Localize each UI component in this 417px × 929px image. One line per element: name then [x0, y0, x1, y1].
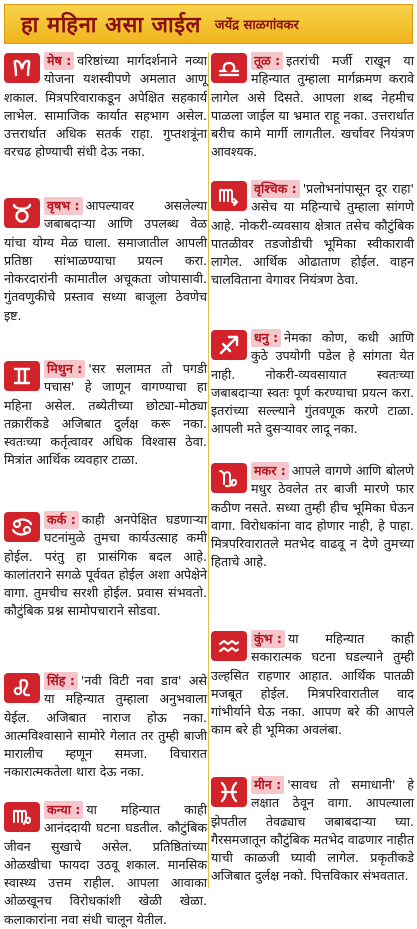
sign-name-makar: मकर : — [251, 462, 289, 480]
sign-text-mithun: 'सर सलामत तो पगडी पचास' हे जाणून वागण्याचा हा महिना असेल. तब्येतीच्या छोट्या-मोठ्या तक्रारींकडे अजिबात दुर्लक्ष करू नका. स्वतःच्या कर्तृत्वावर अधिक विश्वास ठेवा. मित्रांत आर्थिक व्यवहार टाळा. — [4, 361, 207, 468]
sign-name-kark: कर्क : — [44, 511, 79, 529]
sign-name-sinha: सिंह : — [44, 672, 78, 690]
aquarius-icon — [211, 631, 247, 661]
entry-tul — [211, 52, 414, 176]
column-divider — [208, 52, 209, 888]
entry-kark — [4, 511, 207, 667]
page-title: हा महिना असा जाईल — [21, 13, 201, 38]
sign-text-sinha: 'नवी विटी नवा डाव' असे या महिन्यात तुम्हाला अनुभवाला येईल. अजिबात नाराज होऊ नका. आत्मविश्वासाने सामोरे गेलात तर तुम्ही बाजी मारालीच म्हणून समजा. विचारात नकारात्मकतेला थारा देऊ नका. — [4, 673, 207, 780]
sign-name-mesh: मेष : — [44, 52, 74, 70]
sign-text-kanya: या महिन्यात काही आनंददायी घटना घडतील. कौटुंबिक जीवन सुखाचे असेल. प्रतिष्ठितांच्या ओळखीचा फायदा उठवू शकाल. मानसिक स्वास्थ्य उत्तम राहील. आपला आवाका ओळखूनच विरोधकांशी खेळी खेळा. कलाकारांना नवा संधी चालून येतील. — [4, 802, 207, 927]
entry-dhanu — [211, 329, 414, 457]
sign-name-mithun: मिथुन : — [44, 360, 85, 378]
sign-name-kanya: कन्या : — [44, 801, 83, 819]
scorpio-icon — [211, 181, 247, 211]
sign-name-kumbh: कुंभ : — [251, 630, 285, 648]
entry-mithun — [4, 360, 207, 506]
sign-name-tul: तूळ : — [251, 52, 283, 70]
sign-text-mesh: वरिष्ठांच्या मार्गदर्शनाने नव्या योजना यशस्वीपणे अमलात आणू शकाल. मित्रपरिवाराकडून अपेक्षित सहकार्य लाभेल. सामाजिक कार्यात सहभाग असेल. उत्तरार्धात अधिक सतर्क राहा. गुप्तशत्रूंना वरचढ होण्याची संधी देऊ नका. — [4, 53, 207, 160]
sign-text-vrushabh: आपल्यावर असलेल्या जबाबदाऱ्या आणि उपलब्ध वेळ यांचा योग्य मेळ घाला. समाजातील आपली प्रतिष्ठा सांभाळण्याचा प्रयत्न करा. नोकरदारांनी कामातील अचूकता जोपासावी. गुंतवणुकीचे प्रस्ताव सध्या बाजूला ठेवणेच इष्ट. — [4, 198, 207, 323]
sign-name-meen: मीन : — [251, 776, 284, 794]
entry-vrushabh — [4, 197, 207, 355]
author-name: जयेंद्र साळगांवकर — [214, 18, 299, 33]
cancer-icon — [4, 512, 40, 542]
entry-mesh — [4, 52, 207, 192]
taurus-icon — [4, 198, 40, 228]
aries-icon — [4, 53, 40, 83]
columns — [4, 52, 414, 927]
leo-icon — [4, 673, 40, 703]
sign-text-vrushchik: 'प्रलोभनांपासून दूर राहा' असेच या महिन्याचे तुम्हाला सांगणे आहे. नोकरी-व्यवसाय क्षेत्रात तसेच कौटुंबिक पातळीवर तडजोडीची भूमिका स्वीकारावी लागेल. आर्थिक ओढाताण होईल. वाहन चालविताना वेगावर नियंत्रण ठेवा. — [211, 181, 414, 288]
entry-makar — [211, 462, 414, 622]
header-banner — [4, 4, 413, 44]
pisces-icon — [211, 777, 247, 807]
entry-vrushchik — [211, 180, 414, 324]
sign-text-dhanu: नेमका कोण, कधी आणि कुठे उपयोगी पडेल हे सांगता येत नाही. नोकरी-व्यवसायात स्वतःच्या जबाबदाऱ्या स्वतः पूर्ण करण्याचा प्रयत्न करा. इतरांच्या सल्ल्याने गुंतवणूक करणे टाळा. आपली मते दुसऱ्यावर लादू नका. — [211, 330, 414, 437]
sign-text-kark: काही अनपेक्षित घडणाऱ्या घटनांमुळे तुमचा कार्यउत्साह कमी होईल. परंतु हा प्रासंगिक बदल आहे. कालांतराने सगळे पूर्ववत होईल अशा अपेक्षेने वागा. तुमचीच सरशी होईल. प्रवास संभवतो. कौटुंबिक प्रश्न सामोपचाराने सोडवा. — [4, 512, 207, 619]
gemini-icon — [4, 361, 40, 391]
sign-text-kumbh: या महिन्यात काही सकारात्मक घटना घडल्याने तुम्ही उल्हसित राहणार आहात. आर्थिक पातळी मजबूत होईल. मित्रपरिवारातील वाद गांभीर्याने घेऊ नका. आपण बरे की आपले काम बरे ही भूमिका अवलंबा. — [211, 631, 414, 738]
sagittarius-icon — [211, 330, 247, 360]
libra-icon — [211, 53, 247, 83]
sign-text-meen: 'सावध तो समाधानी' हे लक्षात ठेवून वागा. आपल्याला झेपतील तेवढ्याच जबाबदाऱ्या घ्या. गैरसमजातून कौटुंबिक मतभेद वाढणार नाहीत याची काळजी घ्यावी लागेल. प्रकृतीकडे अजिबात दुर्लक्ष नको. पित्तविकार संभवतात. — [211, 777, 414, 884]
sign-text-tul: इतरांची मर्जी राखून या महिन्यात तुम्हाला मार्गक्रमण करावे लागेल असे दिसते. आपला शब्द नेहमीच पाळला जाईल या भ्रमात राहू नका. उत्तरार्धात बरीच कामे मार्गी लागतील. खर्चावर नियंत्रण आवश्यक. — [211, 53, 414, 160]
entry-meen — [211, 776, 414, 888]
entry-kanya — [4, 801, 207, 927]
entry-kumbh — [211, 630, 414, 770]
sign-text-makar: आपले वागणे आणि बोलणे मधुर ठेवलेत तर बाजी मारणे फार कठीण नसते. सध्या तुम्ही हीच भूमिका घेऊन वागा. विरोधकांना वाद होणार नाही, हे पाहा. मित्रपरिवारातले मतभेद वाढवू न देणे तुमच्या हिताचे आहे. — [211, 463, 414, 570]
sign-name-vrushchik: वृश्चिक : — [251, 180, 300, 198]
sign-name-dhanu: धनु : — [251, 329, 281, 347]
virgo-icon — [4, 802, 40, 832]
capricorn-icon — [211, 463, 247, 493]
entry-sinha — [4, 672, 207, 796]
sign-name-vrushabh: वृषभ : — [44, 197, 83, 215]
